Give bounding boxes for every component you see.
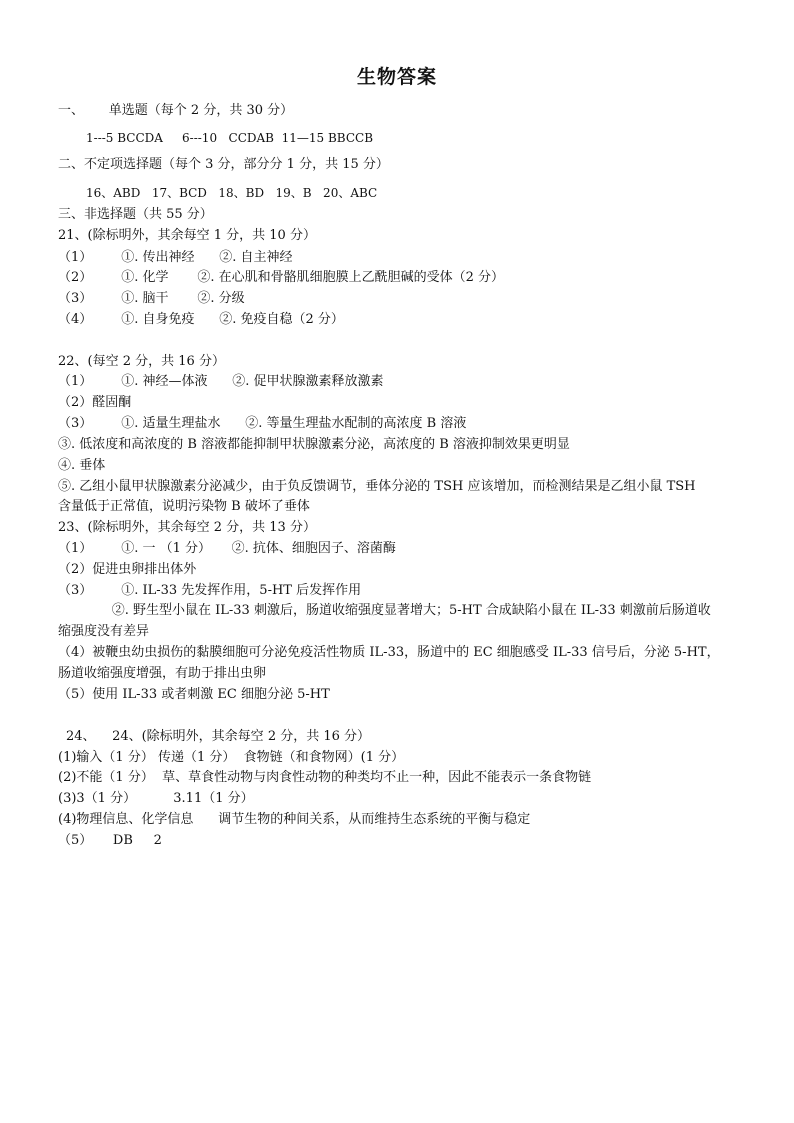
q22-answer-5-cont: 含量低于正常值，说明污染物 B 破坏了垂体	[58, 499, 310, 514]
q24-answer-4: (4)物理信息、化学信息 调节生物的种间关系，从而维持生态系统的平衡与稳定	[58, 812, 531, 827]
q23-answer-5: （5）使用 IL-33 或者刺激 EC 细胞分泌 5-HT	[58, 687, 330, 702]
q22-answer-3: （3） ①. 适量生理盐水 ②. 等量生理盐水配制的高浓度 B 溶液	[58, 416, 467, 431]
answers-1-15: 1---5 BCCDA 6---10 CCDAB 11—15 BBCCB	[86, 131, 374, 145]
q21-answer-1: （1） ①. 传出神经 ②. 自主神经	[58, 250, 293, 265]
q23-answer-3: （3） ①. IL-33 先发挥作用，5-HT 后发挥作用	[58, 583, 362, 598]
q22-answer-3-conclusion: ③. 低浓度和高浓度的 B 溶液都能抑制甲状腺激素分泌，高浓度的 B 溶液抑制效果更明显	[58, 437, 570, 452]
q22-answer-2: （2）醛固酮	[58, 395, 132, 410]
q21-answer-2: （2） ①. 化学 ②. 在心肌和骨骼肌细胞膜上乙酰胆碱的受体（2 分）	[58, 270, 505, 285]
q24-heading: 24、 24、(除标明外，其余每空 2 分，共 16 分）	[66, 729, 371, 744]
answers-16-20: 16、ABD 17、BCD 18、BD 19、B 20、ABC	[86, 186, 378, 200]
section-1-heading: 一、 单选题（每个 2 分，共 30 分）	[58, 103, 294, 118]
q23-answer-4-cont: 肠道收缩强度增强，有助于排出虫卵	[58, 666, 267, 681]
q24-answer-1: (1)输入（1 分） 传递（1 分） 食物链（和食物网）(1 分）	[58, 750, 405, 765]
section-3-heading: 三、非选择题（共 55 分）	[58, 207, 213, 222]
q22-answer-5: ⑤. 乙组小鼠甲状腺激素分泌减少，由于负反馈调节，垂体分泌的 TSH 应该增加，而检测结果是乙组小鼠 TSH	[58, 479, 696, 494]
q21-answer-3: （3） ①. 脑干 ②. 分级	[58, 291, 245, 306]
q21-answer-4: （4） ①. 自身免疫 ②. 免疫自稳（2 分）	[58, 312, 344, 327]
q23-answer-3-part2-cont: 缩强度没有差异	[58, 624, 150, 639]
q24-answer-5: （5） DB 2	[58, 833, 162, 848]
q21-heading: 21、(除标明外，其余每空 1 分，共 10 分）	[58, 228, 316, 243]
q23-answer-3-part2: ②. 野生型小鼠在 IL-33 刺激后，肠道收缩强度显著增大；5-HT 合成缺陷小鼠在 IL-33 刺激前后肠道收	[58, 603, 711, 618]
q24-answer-3: (3)3（1 分） 3.11（1 分）	[58, 791, 254, 806]
page-title: 生物答案	[356, 66, 437, 88]
section-2-heading: 二、不定项选择题（每个 3 分，部分分 1 分，共 15 分）	[58, 157, 389, 172]
q22-answer-1: （1） ①. 神经—体液 ②. 促甲状腺激素释放激素	[58, 374, 384, 389]
q22-heading: 22、(每空 2 分，共 16 分）	[58, 354, 225, 369]
q23-answer-1: （1） ①. 一 （1 分） ②. 抗体、细胞因子、溶菌酶	[58, 541, 396, 556]
q22-answer-4: ④. 垂体	[58, 458, 106, 473]
q24-answer-2: (2)不能（1 分） 草、草食性动物与肉食性动物的种类均不止一种，因此不能表示一条食物链	[58, 770, 592, 785]
q23-heading: 23、(除标明外，其余每空 2 分，共 13 分）	[58, 520, 316, 535]
q23-answer-2: （2）促进虫卵排出体外	[58, 562, 197, 577]
q23-answer-4: （4）被鞭虫幼虫损伤的黏膜细胞可分泌免疫活性物质 IL-33，肠道中的 EC 细胞感受 IL-33 信号后，分泌 5-HT，	[58, 645, 720, 660]
